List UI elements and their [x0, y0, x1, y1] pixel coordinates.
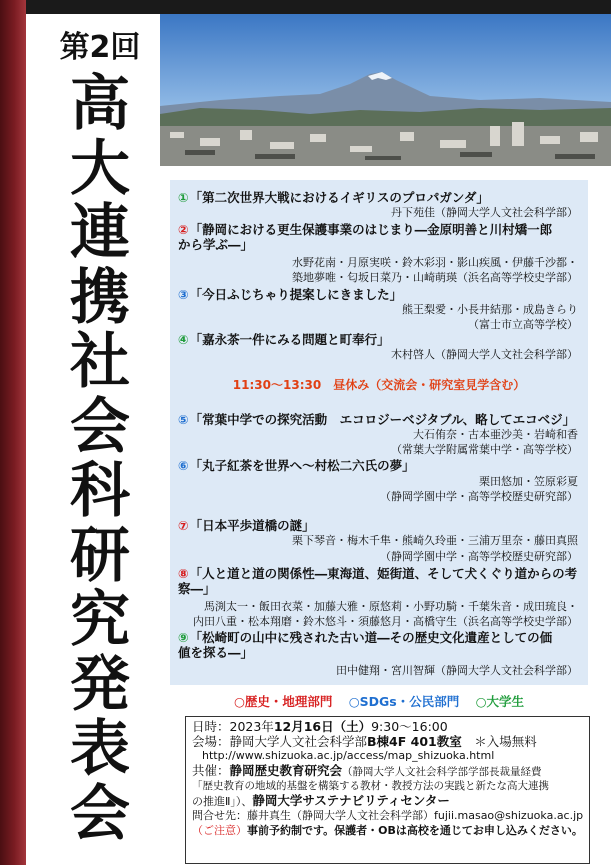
item-authors: 田中健翔・宮川智輝（静岡大学人文社会科学部）: [336, 664, 578, 677]
item-marker: ④: [178, 332, 189, 347]
date-value: 12月16日（土）: [273, 720, 372, 734]
item-authors: 水野花南・月原実咲・鈴木彩羽・影山疾風・伊藤千沙都・: [292, 256, 578, 269]
program-item-8: [178, 566, 578, 581]
category-sdgs-civics: ○SDGs・公民部門: [348, 694, 460, 709]
item-marker: ⑦: [178, 518, 189, 533]
item-title: 「今日ふじちゃり提案しにきました」: [189, 287, 403, 302]
item-title-line2: 察―」: [178, 581, 216, 596]
caution-label: （ご注意）: [192, 823, 247, 837]
cohost-label: 共催：: [192, 763, 230, 778]
item-title: 「人と道と道の関係性―東海道、姫街道、そして犬くぐり道からの考: [189, 566, 578, 581]
item-authors: （常葉大学附属常葉中学・高等学校）: [391, 443, 578, 456]
venue-url[interactable]: http://www.shizuoka.ac.jp/access/map_shizuoka.html: [202, 749, 495, 762]
cohost-note: （静岡大学人文社会科学部学部長裁量経費: [342, 765, 542, 778]
title-char: 高: [70, 69, 130, 139]
poster-title: [40, 22, 160, 849]
lunch-break: 11:30～13:30 昼休み（交流会・研究室見学含む）: [232, 378, 526, 392]
venue-label: 会場：静岡大学人文社会科学部: [192, 734, 368, 749]
item-title: 「松崎町の山中に残された古い道―その歴史文化遺産としての価: [189, 630, 553, 645]
item-authors: 内田八重・松本翔磨・鈴木悠斗・須藤悠月・高橋守生（浜名高等学校史学部）: [193, 615, 578, 628]
caution-text: 事前予約制です。保護者・OBは高校を通じてお申し込みください。: [247, 823, 583, 837]
item-marker: ①: [178, 190, 189, 205]
item-title: 「丸子紅茶を世界へ～村松二六氏の夢」: [189, 458, 415, 473]
title-char: 会: [70, 778, 130, 849]
item-authors: 馬渕太一・飯田衣菜・加藤大雅・原悠莉・小野功騎・千葉朱音・成田琉良・: [204, 600, 578, 613]
item-title: 「日本平歩道橋の謎」: [189, 518, 315, 533]
item-title-cont: [178, 645, 578, 660]
time-value: 9:30～16:00: [371, 720, 448, 734]
item-marker: ⑨: [178, 630, 189, 645]
item-title: 「第二次世界大戦におけるイギリスのプロパガンダ」: [189, 190, 489, 205]
item-authors: 熊王梨愛・小長井結那・成島きらり: [402, 303, 578, 316]
cohost-line2: 「歴史教育の地域的基盤を構築する教材・教授方法の実践と新たな高大連携: [192, 780, 549, 792]
program-item-7: [178, 518, 578, 533]
item-marker: ⑧: [178, 566, 189, 581]
caution-line: [192, 824, 583, 839]
venue-room: B棟4F 401教室: [367, 734, 462, 749]
item-marker: ②: [178, 222, 189, 237]
event-date: [192, 720, 583, 735]
program-item-4: [178, 332, 578, 347]
item-authors: （富士市立高等学校）: [468, 318, 578, 331]
cohost-line3-a: の推進Ⅱ」）、: [192, 794, 253, 808]
title-char: 連: [70, 198, 130, 268]
program-item-5: [178, 412, 578, 427]
item-authors: 築地夢唯・匂坂日菜乃・山崎萌瑛（浜名高等学校史学部）: [292, 271, 578, 284]
title-char: 表: [70, 714, 130, 784]
mount-fuji-cityscape-photo: [160, 14, 611, 166]
item-title-line2: から学ぶ―」: [178, 237, 254, 252]
left-accent-bar: [0, 0, 26, 865]
item-authors: 丹下苑佳（静岡大学人文社会科学部）: [391, 206, 578, 219]
title-char: 科: [70, 456, 130, 526]
item-title: 「常葉中学での探究活動 エコロジーベジタブル、略してエコベジ」: [189, 412, 576, 427]
title-char: 発: [70, 649, 130, 720]
program-item-1: [178, 190, 578, 205]
item-authors: 大石侑奈・古本亜沙美・岩崎和香: [413, 428, 578, 441]
category-university: ○大学生: [475, 694, 525, 709]
venue-note: ＊入場無料: [474, 734, 537, 749]
item-title: 「嘉永茶一件にみる問題と町奉行」: [189, 332, 390, 347]
title-char: 研: [70, 520, 130, 591]
event-info-box: [185, 716, 590, 864]
title-char: 社: [70, 327, 130, 397]
cohost-sustainability-center: 静岡大学サステナビリティセンター: [252, 793, 450, 808]
contact-line: 問合せ先：藤井真生（静岡大学人文社会科学部）fujii.masao@shizuoka.ac.jp: [192, 809, 583, 822]
item-authors: （静岡学園中学・高等学校歴史研究部）: [380, 490, 578, 503]
program-item-2: [178, 222, 578, 237]
cohost-line1: [192, 764, 583, 780]
top-band: [26, 0, 611, 14]
program-item-3: [178, 287, 578, 302]
item-title-cont: [178, 237, 578, 252]
item-title: 「静岡における更生保護事業のはじまり―金原明善と川村矯一郎: [189, 222, 553, 237]
item-authors: （静岡学園中学・高等学校歴史研究部）: [380, 550, 578, 563]
category-legend: [170, 692, 588, 710]
cohost-line3: [192, 794, 583, 810]
item-marker: ③: [178, 287, 189, 302]
vertical-title: [40, 69, 160, 849]
item-marker: ⑥: [178, 458, 189, 473]
program-item-6: [178, 458, 578, 473]
item-marker: ⑤: [178, 412, 189, 427]
cohost-name: 静岡歴史教育研究会: [229, 763, 343, 778]
title-char: 携: [70, 262, 130, 333]
program-item-9: [178, 630, 578, 645]
volume-label: 第2回: [59, 30, 141, 65]
event-venue: [192, 735, 583, 750]
title-char: 究: [70, 585, 130, 655]
program-panel: [170, 180, 588, 685]
item-authors: 栗下琴音・梅木千隼・熊崎久玲亜・三浦万里奈・藤田真照: [292, 534, 578, 547]
title-char: 会: [70, 391, 130, 462]
item-title-line2: 値を探る―」: [178, 645, 254, 660]
item-authors: 木村啓人（静岡大学人文社会科学部）: [391, 348, 578, 361]
date-label: 日時：2023年: [192, 720, 274, 734]
item-authors: 栗田悠加・笠原彩夏: [479, 475, 578, 488]
title-char: 大: [70, 133, 130, 204]
category-history-geography: ○歴史・地理部門: [233, 694, 333, 709]
item-title-cont: [178, 581, 578, 596]
